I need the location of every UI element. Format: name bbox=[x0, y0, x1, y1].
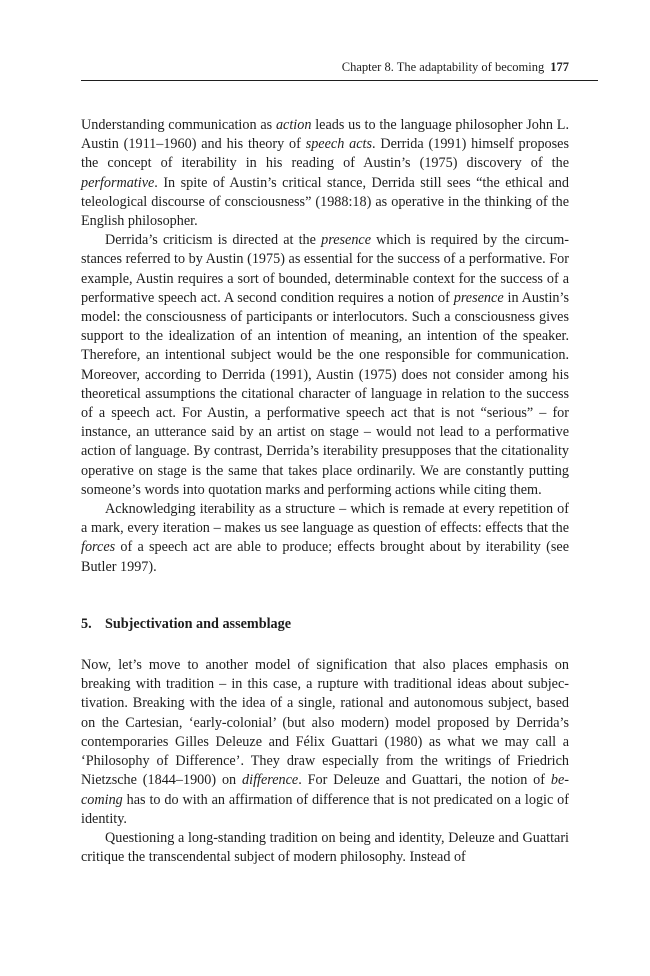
text-run: leads us to the language philosopher John L. Austin (1911–1960) and his theory of bbox=[81, 117, 569, 153]
italic-text: presence bbox=[453, 289, 504, 306]
italic-text: presence bbox=[321, 232, 372, 249]
running-title: Chapter 8. The adaptability of becoming bbox=[341, 60, 545, 74]
italic-text: difference bbox=[242, 772, 299, 789]
text-run: Derrida’s criticism is directed at the bbox=[105, 232, 322, 249]
italic-text: performative bbox=[81, 174, 155, 191]
text-run: . For Deleuze and Guattari, the notion of bbox=[298, 772, 551, 789]
text-run: Now, let’s move to another model of signification that also places emphasis on breaking with tradition – in this case, a rupture with traditional ideas about subjectivation. Breaking with the idea of a single, rational and autonomous subject, based on the Cartesian, ‘early-colonial’ (but also modern) model proposed by Derrida’s contemporaries Gilles Deleuze and Félix Guattari (1980) as what we may call a ‘Philosophy of Difference’. They draw especially from the writings of Friedrich Nietzsche (1844–1900) on bbox=[81, 657, 569, 789]
text-run: in Austin’s model: the consciousness of participants or interlocutors. Such a consciousness gives support to the idealization of an intention of meaning, an intention of the speaker. Therefore, an intentional subject would be the one responsible for communication. Moreover, according to Derrida (1991), Austin (1975) does not consider among his theoretical assumptions the citational character of language in relation to the success of a speech act. For Austin, a performative speech act that is not “serious” – for instance, an utterance said by an artist on stage – would not lead to a performative action of language. By contrast, Derrida’s iterability presupposes that the citationality operative on stage is the same that takes place ordinarily. We are constantly putting someone’s words into quotation marks and performing actions while citing them. bbox=[81, 289, 569, 498]
paragraph bbox=[81, 231, 569, 500]
text-run: Questioning a long-standing tradition on being and identity, Deleuze and Guattari critique the transcendental subject of modern philosophy. Instead of bbox=[81, 829, 569, 866]
paragraph bbox=[81, 116, 569, 231]
section-heading bbox=[81, 615, 569, 634]
header-rule bbox=[81, 80, 598, 81]
italic-text: forces bbox=[81, 539, 116, 556]
text-run: has to do with an affirmation of difference that is not predicated on a logic of identity. bbox=[81, 791, 569, 827]
text-run: Understanding communication as bbox=[81, 117, 276, 133]
text-run: . In spite of Austin’s critical stance, Derrida still sees “the ethical and teleological discourse of consciousness” (1988:18) as operative in the thinking of the English philosopher. bbox=[81, 174, 569, 230]
paragraph bbox=[81, 500, 569, 577]
paragraph bbox=[81, 829, 569, 867]
text-run: of a speech act are able to produce; effects brought about by iterability (see Butler 1997). bbox=[81, 539, 569, 575]
italic-text: action bbox=[275, 117, 312, 133]
running-head bbox=[81, 59, 569, 75]
section-title: Subjectivation and assemblage bbox=[105, 615, 292, 632]
text-run: which is required by the circumstances referred to by Austin (1975) as essential for the success of a performative. For example, Austin requires a sort of bounded, determinable context for the success of a performative speech act. A second condition requires a notion of bbox=[81, 232, 570, 306]
page-number: 177 bbox=[550, 60, 569, 74]
text-run: . Derrida (1991) himself proposes the concept of iterability in his reading of Austin’s (1975) discovery of the bbox=[81, 136, 569, 172]
body-text bbox=[81, 116, 569, 867]
text-run: Acknowledging iterability as a structure – which is remade at every repetition of a mark, every iteration – makes us see language as question of effects: effects that the bbox=[81, 501, 569, 537]
italic-text: becoming bbox=[81, 772, 569, 808]
paragraph bbox=[81, 656, 569, 829]
section-number: 5. bbox=[81, 615, 92, 632]
italic-text: speech acts bbox=[305, 136, 372, 153]
